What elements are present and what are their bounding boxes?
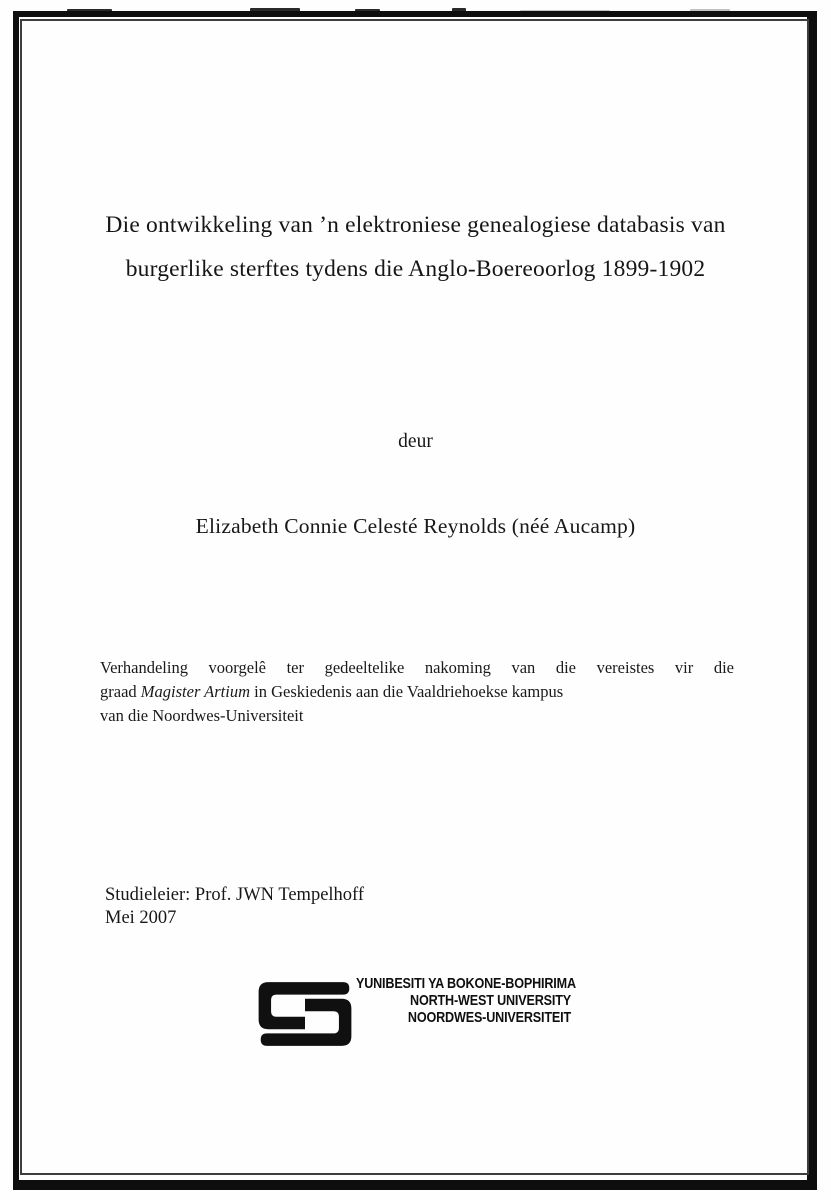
thesis-title — [40, 203, 791, 291]
date-line: Mei 2007 — [105, 908, 177, 928]
thesis-title-line2: burgerlike sterftes tydens die Anglo-Boereoorlog 1899-1902 — [125, 256, 706, 282]
author-name: Elizabeth Connie Celesté Reynolds (néé Aucamp) — [195, 514, 636, 538]
statement-line2-suffix: in Geskiedenis aan die Vaaldriehoekse kampus — [250, 682, 564, 701]
supervisor-block — [105, 884, 364, 930]
logo-line-afrikaans: NOORDWES-UNIVERSITEIT — [407, 1008, 571, 1026]
statement-line2-prefix: graad — [100, 682, 141, 701]
byline: deur — [398, 431, 433, 452]
thesis-title-line1: Die ontwikkeling van ’n elektroniese genealogiese databasis van — [105, 212, 726, 238]
logo-line-setswana: YUNIBESITI YA BOKONE-BOPHIRIMA — [355, 975, 576, 992]
university-logo-text — [355, 975, 576, 1026]
statement-line1: Verhandeling voorgelê ter gedeeltelike nakoming van die vereistes vir die — [100, 658, 734, 677]
submission-statement — [100, 656, 734, 728]
statement-line3: van die Noordwes-Universiteit — [100, 706, 304, 725]
supervisor-line: Studieleier: Prof. JWN Tempelhoff — [105, 885, 365, 905]
chain-links-icon — [253, 978, 357, 1050]
logo-line-english: NORTH-WEST UNIVERSITY — [410, 991, 571, 1009]
university-logo — [253, 976, 583, 1052]
degree-name: Magister Artium — [140, 682, 251, 701]
statement-line2 — [100, 680, 734, 704]
